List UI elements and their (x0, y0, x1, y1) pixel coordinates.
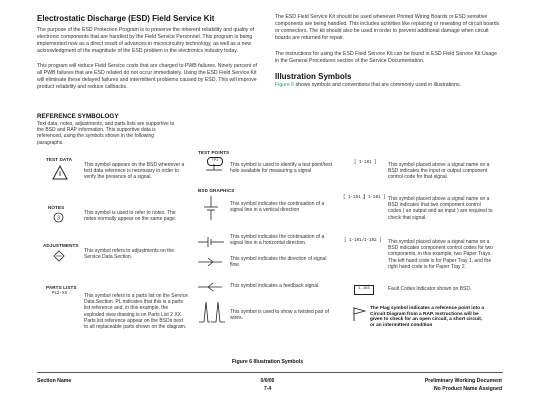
adjustments-label: ADJUSTMENTS (43, 243, 79, 248)
notes-text: This symbol is used to refer to notes. The notes normally appear on the same page. (84, 210, 177, 223)
test-point-line-icon (206, 164, 222, 174)
fault-code-symbol: 1-103 (358, 287, 370, 291)
vertical-continuation-text: This symbol indicates the continuation of a signal line in a vertical direction (230, 201, 325, 214)
test-data-icon (52, 165, 68, 181)
flag-symbol-text: The Flag symbol indicates a reference point into a Circuit Diagram from a RAP. Instructions will be given to check for an open circuit, a short circuit, or an intermittent condition (370, 306, 485, 328)
esd-paragraph-3: The ESD Field Service Kit should be used whenever Printed Wiring Boards or ESD sensitive components are being handled. This includes activities like replacing or reseating of circuit boards or connectors. The kit should also be used in order to prevent additional damage when circuit boards are returned for repair. (275, 14, 500, 41)
parts-lists-label: PARTS LISTS (46, 285, 77, 290)
footer-date: 0/0/00 (260, 378, 275, 384)
section-title: Electrostatic Discharge (ESD) Field Service Kit (37, 14, 215, 23)
horizontal-continuation-icon (198, 236, 224, 248)
test-data-text: This symbol appears on the BSD whenever a test data reference is necessary in order to verify the presence of a signal. (84, 162, 185, 181)
flag-icon (352, 306, 368, 322)
footer-document-status: Preliminary Working Document (424, 378, 502, 384)
adjustments-icon (53, 250, 65, 262)
footer-page-number: 7-4 (263, 386, 272, 392)
footer-section-name: Section Name (37, 378, 72, 384)
notes-label: NOTES (48, 205, 65, 210)
adjustments-text: This symbol refers to adjustments on the Service Data Section. (84, 248, 175, 261)
horizontal-continuation-text: This symbol indicates the continuation of a signal line in a horizontal direction. (230, 234, 325, 247)
fault-code-box (354, 285, 374, 295)
notes-icon (53, 212, 64, 223)
feedback-signal-text: This symbol indicates a feedback signal. (230, 283, 320, 289)
dual-control-code-symbol-b: [ 1-201 ] (363, 196, 386, 200)
tray-control-code-symbol: [ 1-101/1-102 ] (344, 239, 382, 243)
test-points-label: TEST POINTS (198, 150, 230, 155)
reference-intro: Text data, notes, adjustments, and parts lists are supportive to the BSD and RAP information. This supportive data is referenced, using the symbols shown in the following paragraphs. (37, 121, 175, 146)
fault-code-text: Fault Codes Indicator shown on BSD. (388, 286, 472, 292)
test-point-code: TP1 (211, 158, 219, 163)
footer-divider (37, 372, 503, 373)
footer-product-name: No Product Name Assigned (433, 386, 502, 392)
control-code-symbol: [ 1-101 ] (354, 161, 377, 165)
parts-list-symbol: PL2-XX (52, 292, 68, 296)
reference-symbology-title: REFERENCE SYMBOLOGY (37, 113, 119, 120)
esd-paragraph-4: The instructions for using the ESD Field Service Kit can be found in ESD Field Service Kit Usage in the General Procedures section of the Service Documentation. (275, 51, 498, 64)
esd-paragraph-2: This program will reduce Field Service costs that are charged to PWB failures. Ninety percent of all PWB failures that are ESD related do not occur immediately. Using the ESD Field Service Kit will eliminate these delayed failures and intermittent problems caused by ESD. This will improve product reliability and reduce callbacks. (37, 63, 257, 90)
signal-flow-text: This symbol indicates the direction of signal flow (230, 256, 327, 269)
figure-caption: Figure 6 Illustration Symbols (231, 359, 304, 365)
twisted-pair-text: This symbol is used to show a twisted pair of wires. (230, 309, 329, 322)
feedback-signal-icon (198, 282, 224, 292)
tray-control-code-text: This symbol placed above a signal name on a BSD indicates component control codes for two components, in this example, two Paper Trays. The left hand code is for Paper Tray 1, and the right hand code is for Paper Tray 2. (388, 239, 494, 270)
signal-flow-arrow-icon (198, 257, 224, 267)
dual-control-code-text: This symbol placed above a signal name on a BSD indicates that two component control codes ( an output and an input ) are required to check that signal. (388, 196, 493, 221)
dual-control-code-symbol-a: [ 1-101 ] (343, 196, 366, 200)
vertical-continuation-icon (200, 196, 222, 220)
test-data-label: TEST DATA (46, 157, 72, 162)
twisted-pair-icon (198, 298, 226, 324)
illustration-symbols-sentence: shows symbols and conventions that are commonly used in illustrations. (294, 82, 461, 88)
control-code-text: This symbol placed above a signal name on a BSD indicates the input or output component control code for that signal. (388, 162, 490, 181)
parts-lists-text: This symbol refers to a parts list on the Service Data Section. PL indicates that this is a parts list reference and, in this example, the exploded view drawing is on Parts List 2 XX. Parts list reference appear on the BSDs next to all replaceable parts shown on the diagram. (84, 293, 188, 331)
bsd-graphics-label: BSD GRAPHICS (198, 188, 235, 193)
svg-text:3: 3 (57, 215, 60, 222)
figure-6-link[interactable]: Figure 6 (275, 82, 295, 88)
test-point-text: This symbol is used to identify a test point/test hole available for measuring a signal (230, 162, 332, 175)
illustration-symbols-heading: Illustration Symbols (275, 72, 352, 81)
esd-paragraph-1: The purpose of the ESD Protection Program is to preserve the inherent reliability and quality of electronic components that are handled by the Field Service Personnel. This program is being implemented now as a direct result of advances in microcircuitry technology, as well as a new acknowledgment of the magnitude of the ESD problem in the electronics industry today. (37, 27, 255, 54)
illustration-symbols-text (275, 82, 505, 89)
